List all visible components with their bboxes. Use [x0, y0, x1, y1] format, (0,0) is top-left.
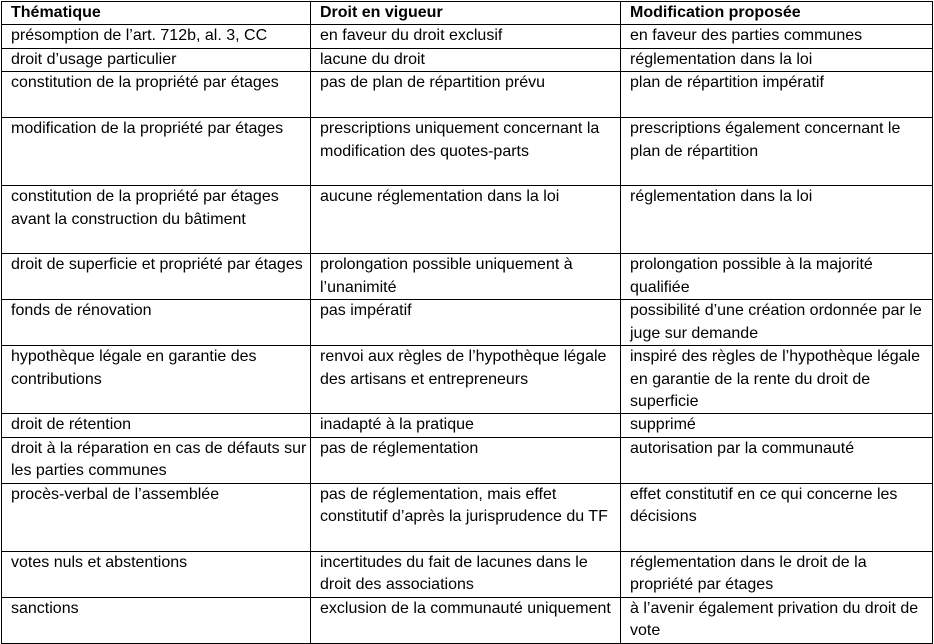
- cell-thematique: droit de superficie et propriété par étages: [2, 254, 311, 300]
- cell-modification-proposee: prescriptions également concernant le plan de répartition: [621, 118, 933, 186]
- cell-modification-proposee: à l’avenir également privation du droit de vote: [621, 597, 933, 643]
- table-row: [2, 118, 933, 186]
- header-thematique: Thématique: [2, 2, 311, 25]
- table-row: [2, 25, 933, 48]
- cell-thematique: droit à la réparation en cas de défauts sur les parties communes: [2, 437, 311, 483]
- table-row: [2, 186, 933, 254]
- cell-droit-en-vigueur: en faveur du droit exclusif: [311, 25, 621, 48]
- table-row: [2, 300, 933, 346]
- cell-droit-en-vigueur: inadapté à la pratique: [311, 414, 621, 437]
- cell-droit-en-vigueur: pas impératif: [311, 300, 621, 346]
- cell-modification-proposee: réglementation dans le droit de la propriété par étages: [621, 551, 933, 597]
- table-row: [2, 346, 933, 414]
- cell-thematique: sanctions: [2, 597, 311, 643]
- cell-thematique: constitution de la propriété par étages avant la construction du bâtiment: [2, 186, 311, 254]
- cell-thematique: votes nuls et abstentions: [2, 551, 311, 597]
- table-row: [2, 437, 933, 483]
- cell-droit-en-vigueur: incertitudes du fait de lacunes dans le droit des associations: [311, 551, 621, 597]
- cell-thematique: constitution de la propriété par étages: [2, 72, 311, 118]
- cell-droit-en-vigueur: prolongation possible uniquement à l’unanimité: [311, 254, 621, 300]
- cell-modification-proposee: réglementation dans la loi: [621, 186, 933, 254]
- cell-droit-en-vigueur: pas de réglementation, mais effet constitutif d’après la jurisprudence du TF: [311, 483, 621, 551]
- table-row: [2, 551, 933, 597]
- cell-modification-proposee: supprimé: [621, 414, 933, 437]
- cell-modification-proposee: réglementation dans la loi: [621, 48, 933, 71]
- cell-thematique: présomption de l’art. 712b, al. 3, CC: [2, 25, 311, 48]
- cell-droit-en-vigueur: renvoi aux règles de l’hypothèque légale des artisans et entrepreneurs: [311, 346, 621, 414]
- cell-droit-en-vigueur: lacune du droit: [311, 48, 621, 71]
- cell-droit-en-vigueur: exclusion de la communauté uniquement: [311, 597, 621, 643]
- cell-modification-proposee: inspiré des règles de l’hypothèque légale en garantie de la rente du droit de superficie: [621, 346, 933, 414]
- cell-modification-proposee: effet constitutif en ce qui concerne les décisions: [621, 483, 933, 551]
- table-row: [2, 597, 933, 643]
- table-row: [2, 48, 933, 71]
- cell-thematique: droit d’usage particulier: [2, 48, 311, 71]
- cell-modification-proposee: possibilité d’une création ordonnée par le juge sur demande: [621, 300, 933, 346]
- cell-droit-en-vigueur: pas de réglementation: [311, 437, 621, 483]
- cell-modification-proposee: autorisation par la communauté: [621, 437, 933, 483]
- header-row: [2, 2, 933, 25]
- cell-thematique: fonds de rénovation: [2, 300, 311, 346]
- cell-thematique: procès-verbal de l’assemblée: [2, 483, 311, 551]
- cell-modification-proposee: plan de répartition impératif: [621, 72, 933, 118]
- cell-modification-proposee: en faveur des parties communes: [621, 25, 933, 48]
- cell-droit-en-vigueur: prescriptions uniquement concernant la modification des quotes-parts: [311, 118, 621, 186]
- cell-thematique: hypothèque légale en garantie des contributions: [2, 346, 311, 414]
- cell-droit-en-vigueur: pas de plan de répartition prévu: [311, 72, 621, 118]
- header-modification-proposee: Modification proposée: [621, 2, 933, 25]
- table-row: [2, 483, 933, 551]
- cell-thematique: modification de la propriété par étages: [2, 118, 311, 186]
- table-row: [2, 414, 933, 437]
- cell-droit-en-vigueur: aucune réglementation dans la loi: [311, 186, 621, 254]
- table-row: [2, 72, 933, 118]
- cell-modification-proposee: prolongation possible à la majorité qualifiée: [621, 254, 933, 300]
- cell-thematique: droit de rétention: [2, 414, 311, 437]
- header-droit-en-vigueur: Droit en vigueur: [311, 2, 621, 25]
- table-row: [2, 254, 933, 300]
- comparison-table: [1, 1, 933, 644]
